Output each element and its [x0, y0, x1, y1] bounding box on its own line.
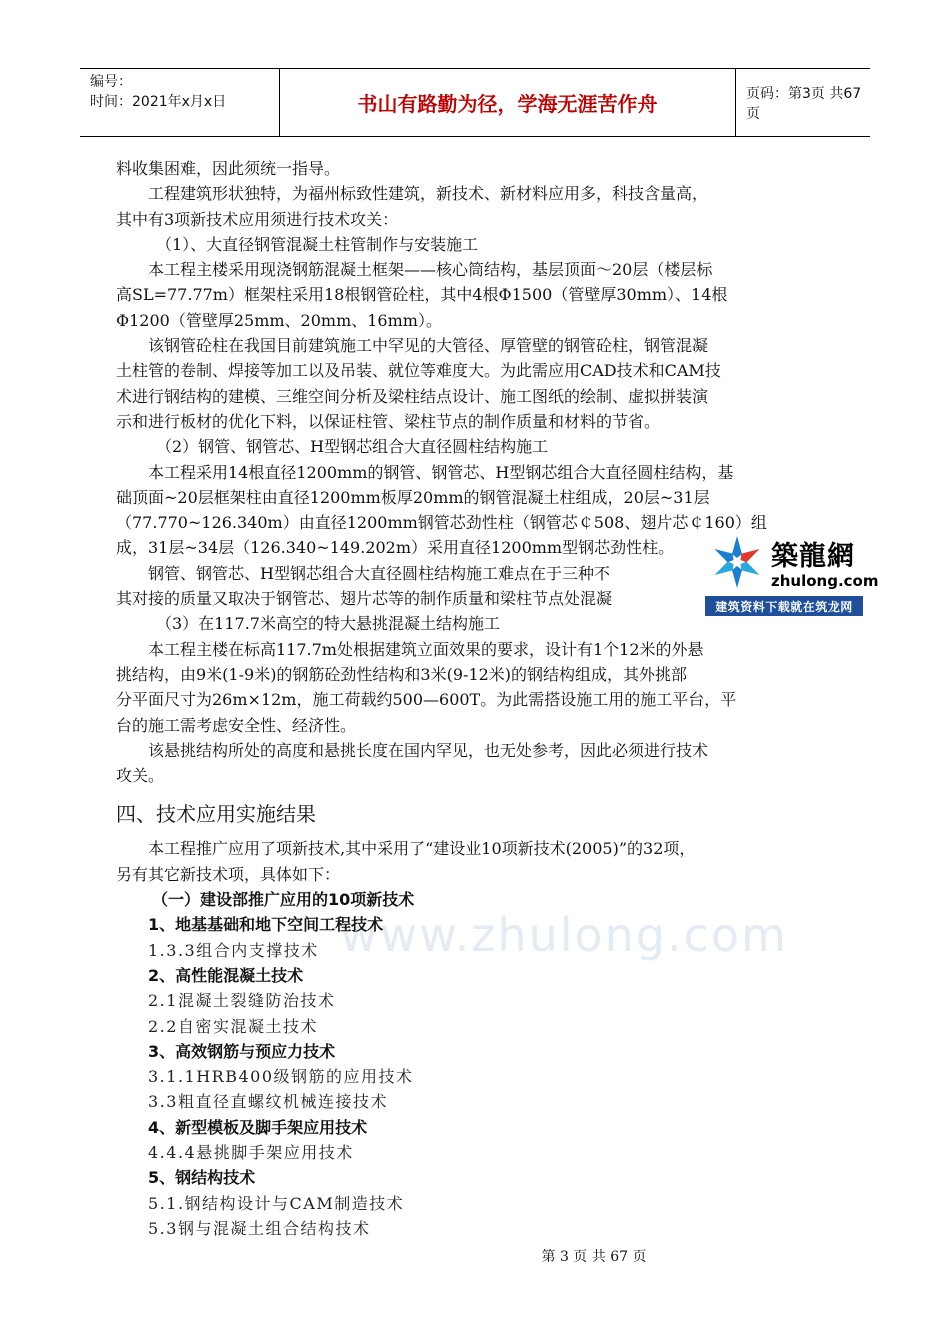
list-item: 4.4.4悬挑脚手架应用技术 [148, 1142, 354, 1162]
list-item: 3.1.1HRB400级钢筋的应用技术 [148, 1067, 414, 1087]
document-body [116, 156, 836, 1241]
paragraph-line: 土柱管的卷制、焊接等加工以及吊装、就位等难度大。为此需应用CAD技术和CAM技 [116, 361, 721, 381]
paragraph-line: 示和进行板材的优化下料，以保证柱管、梁柱节点的制作质量和材料的节省。 [116, 411, 661, 431]
paragraph-line: 成，31层~34层（126.340~149.202m）采用直径1200mm型钢芯劲性柱。 [116, 538, 675, 558]
logo-slogan: 建筑资料下载就在筑龙网 [705, 596, 863, 616]
paragraph-line: （77.770~126.340m）由直径1200mm钢管芯劲性柱（钢管芯￠508、翅片芯￠160）组 [116, 513, 767, 533]
paragraph-line: 该钢管砼柱在我国目前建筑施工中罕见的大管径、厚管壁的钢管砼柱，钢管混凝 [148, 336, 709, 356]
paragraph-line: 挑结构，由9米(1-9米)的钢筋砼劲性结构和3米(9-12米)的钢结构组成，其外挑部 [116, 664, 688, 684]
paragraph-line: 本工程主楼采用现浇钢筋混凝土框架——核心筒结构，基层顶面～20层（楼层标 [148, 260, 713, 280]
section-title: 四、技术应用实施结果 [116, 802, 316, 827]
list-item: 1.3.3组合内支撑技术 [148, 940, 319, 960]
list-item: 2.2自密实混凝土技术 [148, 1016, 318, 1036]
list-item: 2.1混凝土裂缝防治技术 [148, 991, 336, 1011]
page-header [80, 68, 870, 137]
paragraph-line: 本工程推广应用了项新技术,其中采用了“建设业10项新技术(2005)”的32项， [148, 839, 696, 859]
header-meta [80, 69, 280, 136]
paragraph-line: 分平面尺寸为26m×12m，施工荷载约500—600T。为此需搭设施工用的施工平台，平 [116, 690, 737, 710]
logo-name: 築龍網 [771, 541, 855, 572]
paragraph-line: 其中有3项新技术应用须进行技术攻关： [116, 209, 399, 229]
paragraph-line: 其对接的质量又取决于钢管芯、翅片芯等的制作质量和梁柱节点处混凝 [116, 589, 613, 609]
group-title: 4、新型模板及脚手架应用技术 [148, 1117, 368, 1137]
list-item: 5.1.钢结构设计与CAM制造技术 [148, 1193, 405, 1213]
list-item: 3.3粗直径直螺纹机械连接技术 [148, 1092, 388, 1112]
logo-domain: zhulong.com [771, 572, 879, 590]
paragraph-line: 该悬挑结构所处的高度和悬挑长度在国内罕见，也无处参考，因此必须进行技术 [148, 740, 709, 760]
watermark: www.zhulong.com [340, 908, 788, 962]
group-title: 2、高性能混凝土技术 [148, 965, 304, 985]
group-title: 3、高效钢筋与预应力技术 [148, 1041, 336, 1061]
group-title: 5、钢结构技术 [148, 1168, 256, 1188]
paragraph-line: 攻关。 [116, 766, 165, 786]
list-item: 5.3钢与混凝土组合结构技术 [148, 1218, 371, 1238]
paragraph-line: 工程建筑形状独特，为福州标致性建筑，新技术、新材料应用多，科技含量高， [148, 184, 709, 204]
group-title: 1、地基基础和地下空间工程技术 [148, 915, 384, 935]
paragraph-line: 料收集困难，因此须统一指导。 [116, 159, 341, 178]
header-motto: 书山有路勤为径，学海无涯苦作舟 [280, 69, 736, 136]
paragraph-line: 本工程采用14根直径1200mm的钢管、钢管芯、H型钢芯组合大直径圆柱结构，基 [148, 462, 734, 482]
paragraph-line: 另有其它新技术项，具体如下： [116, 864, 341, 884]
paragraph-heading: （3）在117.7米高空的特大悬挑混凝土结构施工 [156, 614, 500, 634]
paragraph-line: Φ1200（管壁厚25mm、20mm、16mm）。 [116, 310, 442, 330]
header-page-info: 页码：第3页 共67页 [746, 85, 862, 122]
paragraph-line: 钢管、钢管芯、H型钢芯组合大直径圆柱结构施工难点在于三种不 [148, 563, 610, 583]
subsection-heading: （一）建设部推广应用的10项新技术 [152, 890, 415, 910]
document-date: 时间：2021年x月x日 [90, 94, 227, 110]
paragraph-heading: （2）钢管、钢管芯、H型钢芯组合大直径圆柱结构施工 [156, 437, 549, 457]
page-footer [0, 1246, 950, 1266]
page-number: 第 3 页 共 67 页 [541, 1249, 647, 1265]
paragraph-heading: （1）、大直径钢管混凝土柱管制作与安装施工 [156, 234, 479, 254]
paragraph-line: 本工程主楼在标高117.7m处根据建筑立面效果的要求，设计有1个12米的外悬 [148, 639, 704, 659]
paragraph-line: 础顶面~20层框架柱由直径1200mm板厚20mm的钢管混凝土柱组成，20层~31层 [116, 487, 710, 507]
paragraph-line: 高SL=77.77m）框架柱采用18根钢管砼柱，其中4根Φ1500（管壁厚30mm）、14根 [116, 285, 728, 305]
document-number: 编号： [90, 74, 132, 90]
paragraph-line: 术进行钢结构的建模、三维空间分析及梁柱结点设计、施工图纸的绘制、虚拟拼装演 [116, 386, 709, 406]
paragraph-line: 台的施工需考虑安全性、经济性。 [116, 715, 357, 735]
